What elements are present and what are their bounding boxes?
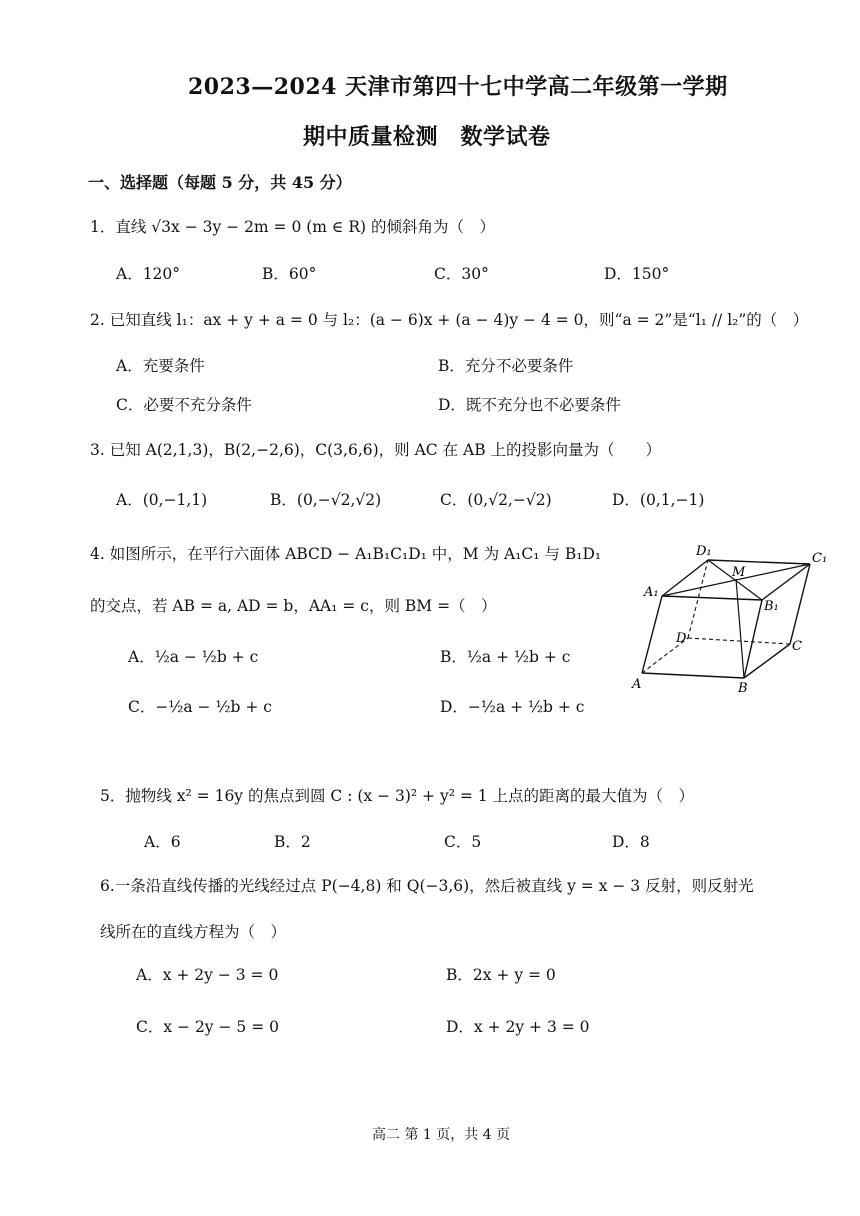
label-a1: A₁ xyxy=(644,585,659,600)
segment-b-m xyxy=(736,579,744,678)
question-4-option-d: D．−½a + ½b + c xyxy=(440,698,585,716)
question-2-option-a: A．充要条件 xyxy=(116,357,205,375)
question-4-stem-line1: 4. 如图所示，在平行六面体 ABCD − A₁B₁C₁D₁ 中，M 为 A₁C₁ 与 B₁D₁ xyxy=(90,545,602,563)
edge-a1-b1 xyxy=(662,596,762,600)
question-4-option-c: C．−½a − ½b + c xyxy=(128,698,272,716)
question-4-option-b: B．½a + ½b + c xyxy=(440,648,571,666)
question-2-option-d: D．既不充分也不必要条件 xyxy=(438,396,621,414)
question-5-option-b: B．2 xyxy=(274,833,311,851)
parallelepiped-figure xyxy=(620,540,840,700)
question-5-option-c: C．5 xyxy=(444,833,482,851)
edge-a-a1 xyxy=(642,596,662,673)
question-6-option-c: C．x − 2y − 5 = 0 xyxy=(136,1018,279,1036)
section-heading: 一、选择题（每题 5 分，共 45 分） xyxy=(88,173,352,192)
label-d1: D₁ xyxy=(696,544,712,559)
label-c: C xyxy=(792,639,802,654)
question-1-stem: 1．直线 √3x − 3y − 2m = 0 (m ∈ R) 的倾斜角为（ ） xyxy=(90,218,495,236)
hidden-edge-d-c xyxy=(688,638,790,644)
hidden-edge-d-d1 xyxy=(688,560,708,638)
question-1-option-b: B．60° xyxy=(262,265,317,283)
question-3-option-c: C．(0,√2,−√2) xyxy=(440,491,552,509)
label-m: M xyxy=(732,565,746,580)
question-6-option-b: B．2x + y = 0 xyxy=(446,966,556,984)
question-6-stem-line2: 线所在的直线方程为（ ） xyxy=(100,923,287,941)
question-6-option-d: D．x + 2y + 3 = 0 xyxy=(446,1018,590,1036)
label-b: B xyxy=(738,681,748,696)
edge-a-b xyxy=(642,673,744,678)
question-3-option-a: A．(0,−1,1) xyxy=(116,491,208,509)
exam-title-line1: 2023—2024 天津市第四十七中学高二年级第一学期 xyxy=(188,74,728,100)
question-2-option-c: C．必要不充分条件 xyxy=(116,396,252,414)
question-5-option-d: D．8 xyxy=(612,833,650,851)
question-2-option-b: B．充分不必要条件 xyxy=(438,357,574,375)
question-6-option-a: A．x + 2y − 3 = 0 xyxy=(136,966,279,984)
question-3-stem: 3. 已知 A(2,1,3)，B(2,−2,6)，C(3,6,6)，则 AC 在 AB 上的投影向量为（ ） xyxy=(90,441,662,459)
label-a: A xyxy=(632,677,642,692)
label-d: D xyxy=(676,631,687,646)
question-1-option-c: C．30° xyxy=(434,265,489,283)
question-3-option-b: B．(0,−√2,√2) xyxy=(270,491,382,509)
question-5-option-a: A．6 xyxy=(144,833,181,851)
question-4-option-a: A．½a − ½b + c xyxy=(128,648,259,666)
question-6-stem-line1: 6.一条沿直线传播的光线经过点 P(−4,8) 和 Q(−3,6)，然后被直线 y = x − 3 反射，则反射光 xyxy=(100,877,754,895)
question-4-stem-line2: 的交点，若 AB = a, AD = b，AA₁ = c，则 BM =（ ） xyxy=(90,597,497,615)
question-3-option-d: D．(0,1,−1) xyxy=(612,491,705,509)
label-c1: C₁ xyxy=(812,551,828,566)
question-1-option-d: D．150° xyxy=(604,265,670,283)
question-2-stem: 2. 已知直线 l₁：ax + y + a = 0 与 l₂：(a − 6)x + (a − 4)y − 4 = 0，则“a = 2”是“l₁ // l₂”的（ ） xyxy=(90,311,809,329)
edge-c1-d1 xyxy=(708,560,810,564)
page-footer: 高二 第 1 页，共 4 页 xyxy=(372,1127,511,1143)
exam-title-line2: 期中质量检测 数学试卷 xyxy=(303,124,551,150)
question-1-option-a: A．120° xyxy=(116,265,181,283)
question-5-stem: 5．抛物线 x² = 16y 的焦点到圆 C : (x − 3)² + y² = 1 上点的距离的最大值为（ ） xyxy=(100,787,695,805)
label-b1: B₁ xyxy=(764,599,779,614)
